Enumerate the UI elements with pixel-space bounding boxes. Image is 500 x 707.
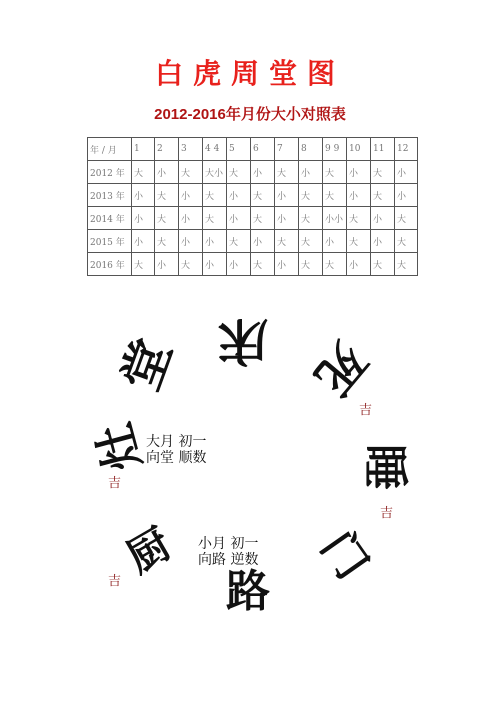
month-size-cell: 大 <box>347 207 371 230</box>
month-size-cell: 小 <box>251 230 275 253</box>
zao-char: 灶 <box>86 417 152 477</box>
month-size-cell: 大 <box>251 253 275 276</box>
month-size-cell: 大 <box>323 253 347 276</box>
month-size-cell: 大 <box>323 161 347 184</box>
ji-label-chu: 吉 <box>108 574 122 589</box>
header-month-11: 11 <box>371 138 395 161</box>
header-month-7: 7 <box>275 138 299 161</box>
table-row <box>88 230 418 253</box>
month-size-cell: 大 <box>275 230 299 253</box>
table-header-row <box>88 138 418 161</box>
header-month-1: 1 <box>132 138 155 161</box>
month-size-cell: 小 <box>299 161 323 184</box>
table-row <box>88 253 418 276</box>
month-size-cell: 小 <box>132 184 155 207</box>
header-month-12: 12 <box>395 138 418 161</box>
month-size-cell: 小 <box>275 184 299 207</box>
ji-label-zao: 吉 <box>108 476 122 491</box>
header-month-3: 3 <box>179 138 203 161</box>
month-size-cell: 小 <box>179 207 203 230</box>
month-size-table <box>87 137 418 276</box>
month-size-cell: 小 <box>347 184 371 207</box>
header-month-4: 4 4 <box>203 138 227 161</box>
month-size-cell: 小 <box>155 161 179 184</box>
header-month-10: 10 <box>347 138 371 161</box>
month-size-cell: 大 <box>132 161 155 184</box>
tang-char: 堂 <box>111 331 183 399</box>
month-size-cell: 小 <box>323 230 347 253</box>
header-month-6: 6 <box>251 138 275 161</box>
month-size-cell: 大 <box>179 161 203 184</box>
month-size-cell: 小 <box>227 207 251 230</box>
shui-char: 睡 <box>358 444 412 490</box>
ji-label-si: 吉 <box>359 403 373 418</box>
month-size-cell: 大 <box>323 184 347 207</box>
month-size-cell: 大 <box>275 161 299 184</box>
page-title: 白虎周堂图 <box>154 57 345 90</box>
month-size-cell: 小 <box>179 184 203 207</box>
white-tiger-wheel <box>86 312 416 622</box>
month-size-cell: 大 <box>251 184 275 207</box>
month-size-cell: 大 <box>299 253 323 276</box>
header-month-5: 5 <box>227 138 251 161</box>
subtitle-text: 年月份大小对照表 <box>225 105 346 123</box>
table-row <box>88 161 418 184</box>
month-size-cell: 大 <box>203 207 227 230</box>
si-char: 死 <box>303 331 377 405</box>
month-size-cell: 小 <box>227 184 251 207</box>
table-subtitle <box>0 103 500 124</box>
row-year: 2015 年 <box>88 230 132 253</box>
month-size-cell: 大 <box>299 230 323 253</box>
big-month-note: 大月 初一 向堂 顺数 <box>146 434 207 466</box>
month-size-cell: 大 <box>155 207 179 230</box>
chuang-char: 床 <box>218 312 268 370</box>
chu-char: 厨 <box>118 518 180 583</box>
month-size-cell: 小 <box>251 161 275 184</box>
header-year-month: 年 / 月 <box>88 138 132 161</box>
table-row <box>88 184 418 207</box>
month-size-cell: 大 <box>299 207 323 230</box>
table-row <box>88 207 418 230</box>
month-size-cell: 大 <box>155 184 179 207</box>
month-size-cell: 大 <box>347 230 371 253</box>
month-size-cell: 小 <box>179 230 203 253</box>
subtitle-years: 2012-2016 <box>154 106 226 123</box>
row-year: 2013 年 <box>88 184 132 207</box>
header-month-8: 8 <box>299 138 323 161</box>
month-size-cell: 小 <box>347 253 371 276</box>
month-size-cell: 小 <box>395 161 418 184</box>
month-size-cell: 大 <box>371 161 395 184</box>
lu-char: 路 <box>226 566 270 617</box>
month-size-cell: 小 <box>371 230 395 253</box>
month-size-cell: 大 <box>395 207 418 230</box>
month-size-cell: 小 <box>275 253 299 276</box>
header-month-9: 9 9 <box>323 138 347 161</box>
small-month-note: 小月 初一 向路 逆数 <box>198 536 259 568</box>
header-month-2: 2 <box>155 138 179 161</box>
month-size-cell: 大 <box>395 253 418 276</box>
month-size-cell: 大 <box>299 184 323 207</box>
month-size-cell: 大 <box>371 184 395 207</box>
month-size-cell: 小 <box>371 207 395 230</box>
month-size-cell: 小 <box>227 253 251 276</box>
month-size-cell: 小 <box>132 230 155 253</box>
month-size-cell: 大 <box>155 230 179 253</box>
ji-label-shui: 吉 <box>380 506 394 521</box>
month-size-cell: 小 <box>275 207 299 230</box>
month-size-cell: 大 <box>132 253 155 276</box>
month-size-cell: 大 <box>395 230 418 253</box>
month-size-cell: 小 <box>203 230 227 253</box>
month-size-cell: 大 <box>203 184 227 207</box>
month-size-cell: 小 <box>395 184 418 207</box>
row-year: 2016 年 <box>88 253 132 276</box>
month-size-cell: 小 <box>132 207 155 230</box>
month-size-cell: 大小 <box>203 161 227 184</box>
month-size-cell: 小 <box>155 253 179 276</box>
row-year: 2012 年 <box>88 161 132 184</box>
row-year: 2014 年 <box>88 207 132 230</box>
month-size-cell: 大 <box>179 253 203 276</box>
month-size-cell: 大 <box>251 207 275 230</box>
month-size-cell: 小 <box>347 161 371 184</box>
month-size-cell: 大 <box>371 253 395 276</box>
men-char: 门 <box>310 523 378 589</box>
month-size-cell: 小 <box>203 253 227 276</box>
month-size-cell: 大 <box>227 230 251 253</box>
month-size-cell: 大 <box>227 161 251 184</box>
month-size-cell: 小小 <box>323 207 347 230</box>
